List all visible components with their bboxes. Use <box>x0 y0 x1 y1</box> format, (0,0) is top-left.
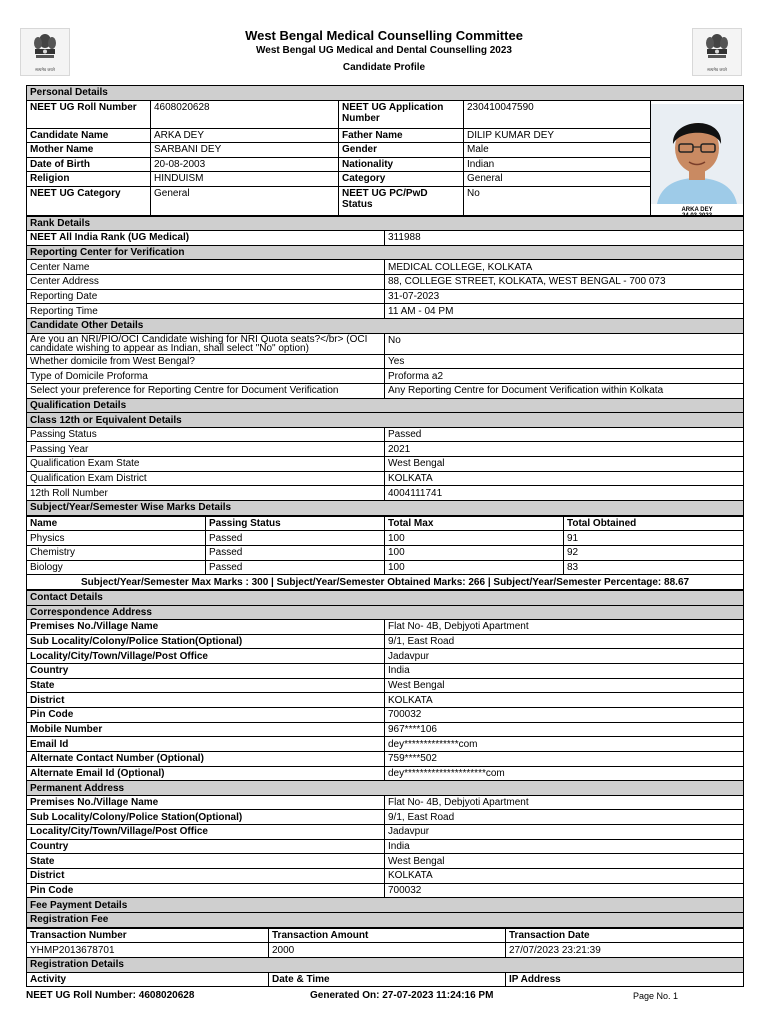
other-detail-label: Type of Domicile Proforma <box>27 369 385 384</box>
permanent-row <box>27 825 744 840</box>
fee-table <box>26 928 744 988</box>
marks-max: 100 <box>385 531 564 546</box>
section-qualification: Qualification Details <box>27 398 744 413</box>
marks-header-status: Passing Status <box>206 516 385 531</box>
qualification-value: KOLKATA <box>385 471 744 486</box>
correspondence-row <box>27 634 744 649</box>
section-correspondence: Correspondence Address <box>27 605 744 620</box>
category-label: Category <box>339 172 464 187</box>
state-emblem-logo-right <box>692 28 742 76</box>
qualification-label: Passing Status <box>27 427 385 442</box>
marks-status: Passed <box>206 545 385 560</box>
pwd-status-value: No <box>464 186 651 215</box>
qualification-value: West Bengal <box>385 457 744 472</box>
fee-header-number: Transaction Number <box>27 928 269 943</box>
application-value: 230410047590 <box>464 100 651 128</box>
marks-header-max: Total Max <box>385 516 564 531</box>
father-name-label: Father Name <box>339 128 464 143</box>
marks-max: 100 <box>385 560 564 575</box>
footer-roll-number: NEET UG Roll Number: 4608020628 <box>26 990 195 1001</box>
section-registration-fee: Registration Fee <box>27 912 744 927</box>
mother-name-label: Mother Name <box>27 143 151 158</box>
contact-table <box>26 590 744 928</box>
permanent-label: Locality/City/Town/Village/Post Office <box>27 825 385 840</box>
correspondence-row <box>27 678 744 693</box>
details-table <box>26 216 744 516</box>
registration-header-activity: Activity <box>27 972 269 987</box>
qualification-label: Qualification Exam State <box>27 457 385 472</box>
committee-title: West Bengal Medical Counselling Committee <box>245 28 523 43</box>
reporting-label: Center Name <box>27 260 385 275</box>
correspondence-row <box>27 664 744 679</box>
other-detail-value: Yes <box>385 354 744 369</box>
permanent-row <box>27 854 744 869</box>
candidate-name-label: Candidate Name <box>27 128 151 143</box>
permanent-label: Premises No./Village Name <box>27 795 385 810</box>
permanent-row <box>27 795 744 810</box>
counselling-subtitle: West Bengal UG Medical and Dental Counselling 2023 <box>256 45 512 56</box>
other-detail-label: Select your preference for Reporting Centre for Document Verification <box>27 383 385 398</box>
correspondence-value: 967****106 <box>385 722 744 737</box>
correspondence-row <box>27 766 744 781</box>
marks-row <box>27 560 744 575</box>
ug-category-value: General <box>151 186 339 215</box>
qualification-label: Passing Year <box>27 442 385 457</box>
marks-max: 100 <box>385 545 564 560</box>
roll-value: 4608020628 <box>151 100 339 128</box>
correspondence-label: Country <box>27 664 385 679</box>
roll-label: NEET UG Roll Number <box>27 100 151 128</box>
correspondence-value: 759****502 <box>385 751 744 766</box>
transaction-date: 27/07/2023 23:21:39 <box>506 943 744 958</box>
fee-header-date: Transaction Date <box>506 928 744 943</box>
correspondence-value: West Bengal <box>385 678 744 693</box>
correspondence-value: dey**************com <box>385 737 744 752</box>
profile-title: Candidate Profile <box>342 62 426 73</box>
correspondence-label: Alternate Contact Number (Optional) <box>27 751 385 766</box>
photo-caption-date: 24.03.2023 <box>682 212 713 219</box>
section-permanent: Permanent Address <box>27 781 744 796</box>
category-value: General <box>464 172 651 187</box>
marks-status: Passed <box>206 531 385 546</box>
correspondence-label: District <box>27 693 385 708</box>
correspondence-value: India <box>385 664 744 679</box>
correspondence-row <box>27 620 744 635</box>
correspondence-row <box>27 649 744 664</box>
correspondence-label: Alternate Email Id (Optional) <box>27 766 385 781</box>
reporting-row <box>27 260 744 275</box>
reporting-value: 11 AM - 04 PM <box>385 304 744 319</box>
permanent-value: Jadavpur <box>385 825 744 840</box>
qualification-row <box>27 457 744 472</box>
correspondence-value: 9/1, East Road <box>385 634 744 649</box>
permanent-row <box>27 883 744 898</box>
permanent-label: Country <box>27 839 385 854</box>
permanent-value: 700032 <box>385 883 744 898</box>
dob-value: 20-08-2003 <box>151 157 339 172</box>
other-rows <box>27 354 744 398</box>
reporting-row <box>27 304 744 319</box>
qualification-row <box>27 427 744 442</box>
nationality-label: Nationality <box>339 157 464 172</box>
reporting-row <box>27 275 744 290</box>
section-other-details: Candidate Other Details <box>27 318 744 333</box>
correspondence-label: Mobile Number <box>27 722 385 737</box>
correspondence-value: Jadavpur <box>385 649 744 664</box>
marks-obtained: 92 <box>564 545 744 560</box>
marks-obtained: 83 <box>564 560 744 575</box>
page-header <box>0 22 768 80</box>
air-value: 311988 <box>385 231 744 246</box>
marks-obtained: 91 <box>564 531 744 546</box>
permanent-value: KOLKATA <box>385 869 744 884</box>
correspondence-label: State <box>27 678 385 693</box>
permanent-rows <box>27 795 744 897</box>
section-fee-payment: Fee Payment Details <box>27 898 744 913</box>
correspondence-label: Pin Code <box>27 708 385 723</box>
correspondence-row <box>27 722 744 737</box>
qualification-label: Qualification Exam District <box>27 471 385 486</box>
section-contact: Contact Details <box>27 590 744 605</box>
qualification-label: 12th Roll Number <box>27 486 385 501</box>
page-footer <box>26 990 743 1004</box>
correspondence-label: Email Id <box>27 737 385 752</box>
marks-summary: Subject/Year/Semester Max Marks : 300 | Subject/Year/Semester Obtained Marks: 266 | Subject/Year/Semester Percentage: 88.67 <box>27 575 744 590</box>
marks-name: Chemistry <box>27 545 206 560</box>
qualification-row <box>27 471 744 486</box>
candidate-photo <box>651 104 743 219</box>
qualification-value: Passed <box>385 427 744 442</box>
marks-row <box>27 545 744 560</box>
photo-cell <box>651 100 744 219</box>
other-detail-value: Proforma a2 <box>385 369 744 384</box>
section-reporting-center: Reporting Center for Verification <box>27 245 744 260</box>
correspondence-label: Premises No./Village Name <box>27 620 385 635</box>
nationality-value: Indian <box>464 157 651 172</box>
permanent-value: 9/1, East Road <box>385 810 744 825</box>
personal-details-table <box>26 85 744 219</box>
reporting-label: Reporting Date <box>27 289 385 304</box>
correspondence-value: 700032 <box>385 708 744 723</box>
mother-name-value: SARBANI DEY <box>151 143 339 158</box>
reporting-value: 31-07-2023 <box>385 289 744 304</box>
section-registration: Registration Details <box>27 957 744 972</box>
reporting-value: MEDICAL COLLEGE, KOLKATA <box>385 260 744 275</box>
gender-value: Male <box>464 143 651 158</box>
father-name-value: DILIP KUMAR DEY <box>464 128 651 143</box>
correspondence-value: Flat No- 4B, Debjyoti Apartment <box>385 620 744 635</box>
footer-generated-on: Generated On: 27-07-2023 11:24:16 PM <box>310 990 494 1001</box>
qualification-value: 4004111741 <box>385 486 744 501</box>
religion-value: HINDUISM <box>151 172 339 187</box>
registration-header-datetime: Date & Time <box>269 972 506 987</box>
marks-header-name: Name <box>27 516 206 531</box>
lion-capital-icon <box>702 32 732 66</box>
other-detail-row <box>27 369 744 384</box>
permanent-row <box>27 810 744 825</box>
section-marks: Subject/Year/Semester Wise Marks Details <box>27 501 744 516</box>
pwd-status-label: NEET UG PC/PwD Status <box>339 186 464 215</box>
nri-label: Are you an NRI/PIO/OCI Candidate wishing for NRI Quota seats?</br> (OCI candidate wishing to appear as Indian, shall select "No" option) <box>27 333 385 354</box>
correspondence-value: dey*********************com <box>385 766 744 781</box>
religion-label: Religion <box>27 172 151 187</box>
reporting-row <box>27 289 744 304</box>
gender-label: Gender <box>339 143 464 158</box>
footer-page-number: Page No. 1 <box>633 991 679 1001</box>
qualification-rows <box>27 427 744 500</box>
permanent-value: India <box>385 839 744 854</box>
qualification-row <box>27 442 744 457</box>
transaction-number: YHMP2013678701 <box>27 943 269 958</box>
ug-category-label: NEET UG Category <box>27 186 151 215</box>
other-detail-row <box>27 354 744 369</box>
reporting-value: 88, COLLEGE STREET, KOLKATA, WEST BENGAL - 700 073 <box>385 275 744 290</box>
other-detail-label: Whether domicile from West Bengal? <box>27 354 385 369</box>
permanent-label: Pin Code <box>27 883 385 898</box>
marks-status: Passed <box>206 560 385 575</box>
correspondence-value: KOLKATA <box>385 693 744 708</box>
emblem-motto: सत्यमेव जयते <box>707 66 727 72</box>
reporting-rows <box>27 260 744 319</box>
permanent-row <box>27 869 744 884</box>
marks-name: Biology <box>27 560 206 575</box>
fee-header-amount: Transaction Amount <box>269 928 506 943</box>
candidate-photo-image <box>651 104 743 204</box>
transaction-amount: 2000 <box>269 943 506 958</box>
correspondence-label: Sub Locality/Colony/Police Station(Optional) <box>27 634 385 649</box>
nri-value: No <box>385 333 744 354</box>
correspondence-row <box>27 708 744 723</box>
correspondence-row <box>27 693 744 708</box>
permanent-value: Flat No- 4B, Debjyoti Apartment <box>385 795 744 810</box>
reporting-label: Center Address <box>27 275 385 290</box>
marks-name: Physics <box>27 531 206 546</box>
other-detail-row <box>27 383 744 398</box>
emblem-motto: सत्यमेव जयते <box>35 66 55 72</box>
profile-document <box>26 85 743 987</box>
photo-caption-name: ARKA DEY <box>681 206 713 213</box>
correspondence-rows <box>27 620 744 781</box>
air-label: NEET All India Rank (UG Medical) <box>27 231 385 246</box>
qualification-value: 2021 <box>385 442 744 457</box>
candidate-name-value: ARKA DEY <box>151 128 339 143</box>
application-label: NEET UG Application Number <box>339 100 464 128</box>
other-detail-value: Any Reporting Centre for Document Verification within Kolkata <box>385 383 744 398</box>
registration-header-ip: IP Address <box>506 972 744 987</box>
permanent-row <box>27 839 744 854</box>
correspondence-label: Locality/City/Town/Village/Post Office <box>27 649 385 664</box>
permanent-value: West Bengal <box>385 854 744 869</box>
reporting-label: Reporting Time <box>27 304 385 319</box>
qualification-row <box>27 486 744 501</box>
section-rank-details: Rank Details <box>27 216 744 231</box>
correspondence-row <box>27 737 744 752</box>
marks-table <box>26 516 744 590</box>
marks-header-obtained: Total Obtained <box>564 516 744 531</box>
dob-label: Date of Birth <box>27 157 151 172</box>
marks-row <box>27 531 744 546</box>
permanent-label: District <box>27 869 385 884</box>
section-class-12: Class 12th or Equivalent Details <box>27 413 744 428</box>
permanent-label: State <box>27 854 385 869</box>
correspondence-row <box>27 751 744 766</box>
permanent-label: Sub Locality/Colony/Police Station(Optional) <box>27 810 385 825</box>
marks-rows <box>27 531 744 575</box>
section-personal-details: Personal Details <box>27 86 744 101</box>
